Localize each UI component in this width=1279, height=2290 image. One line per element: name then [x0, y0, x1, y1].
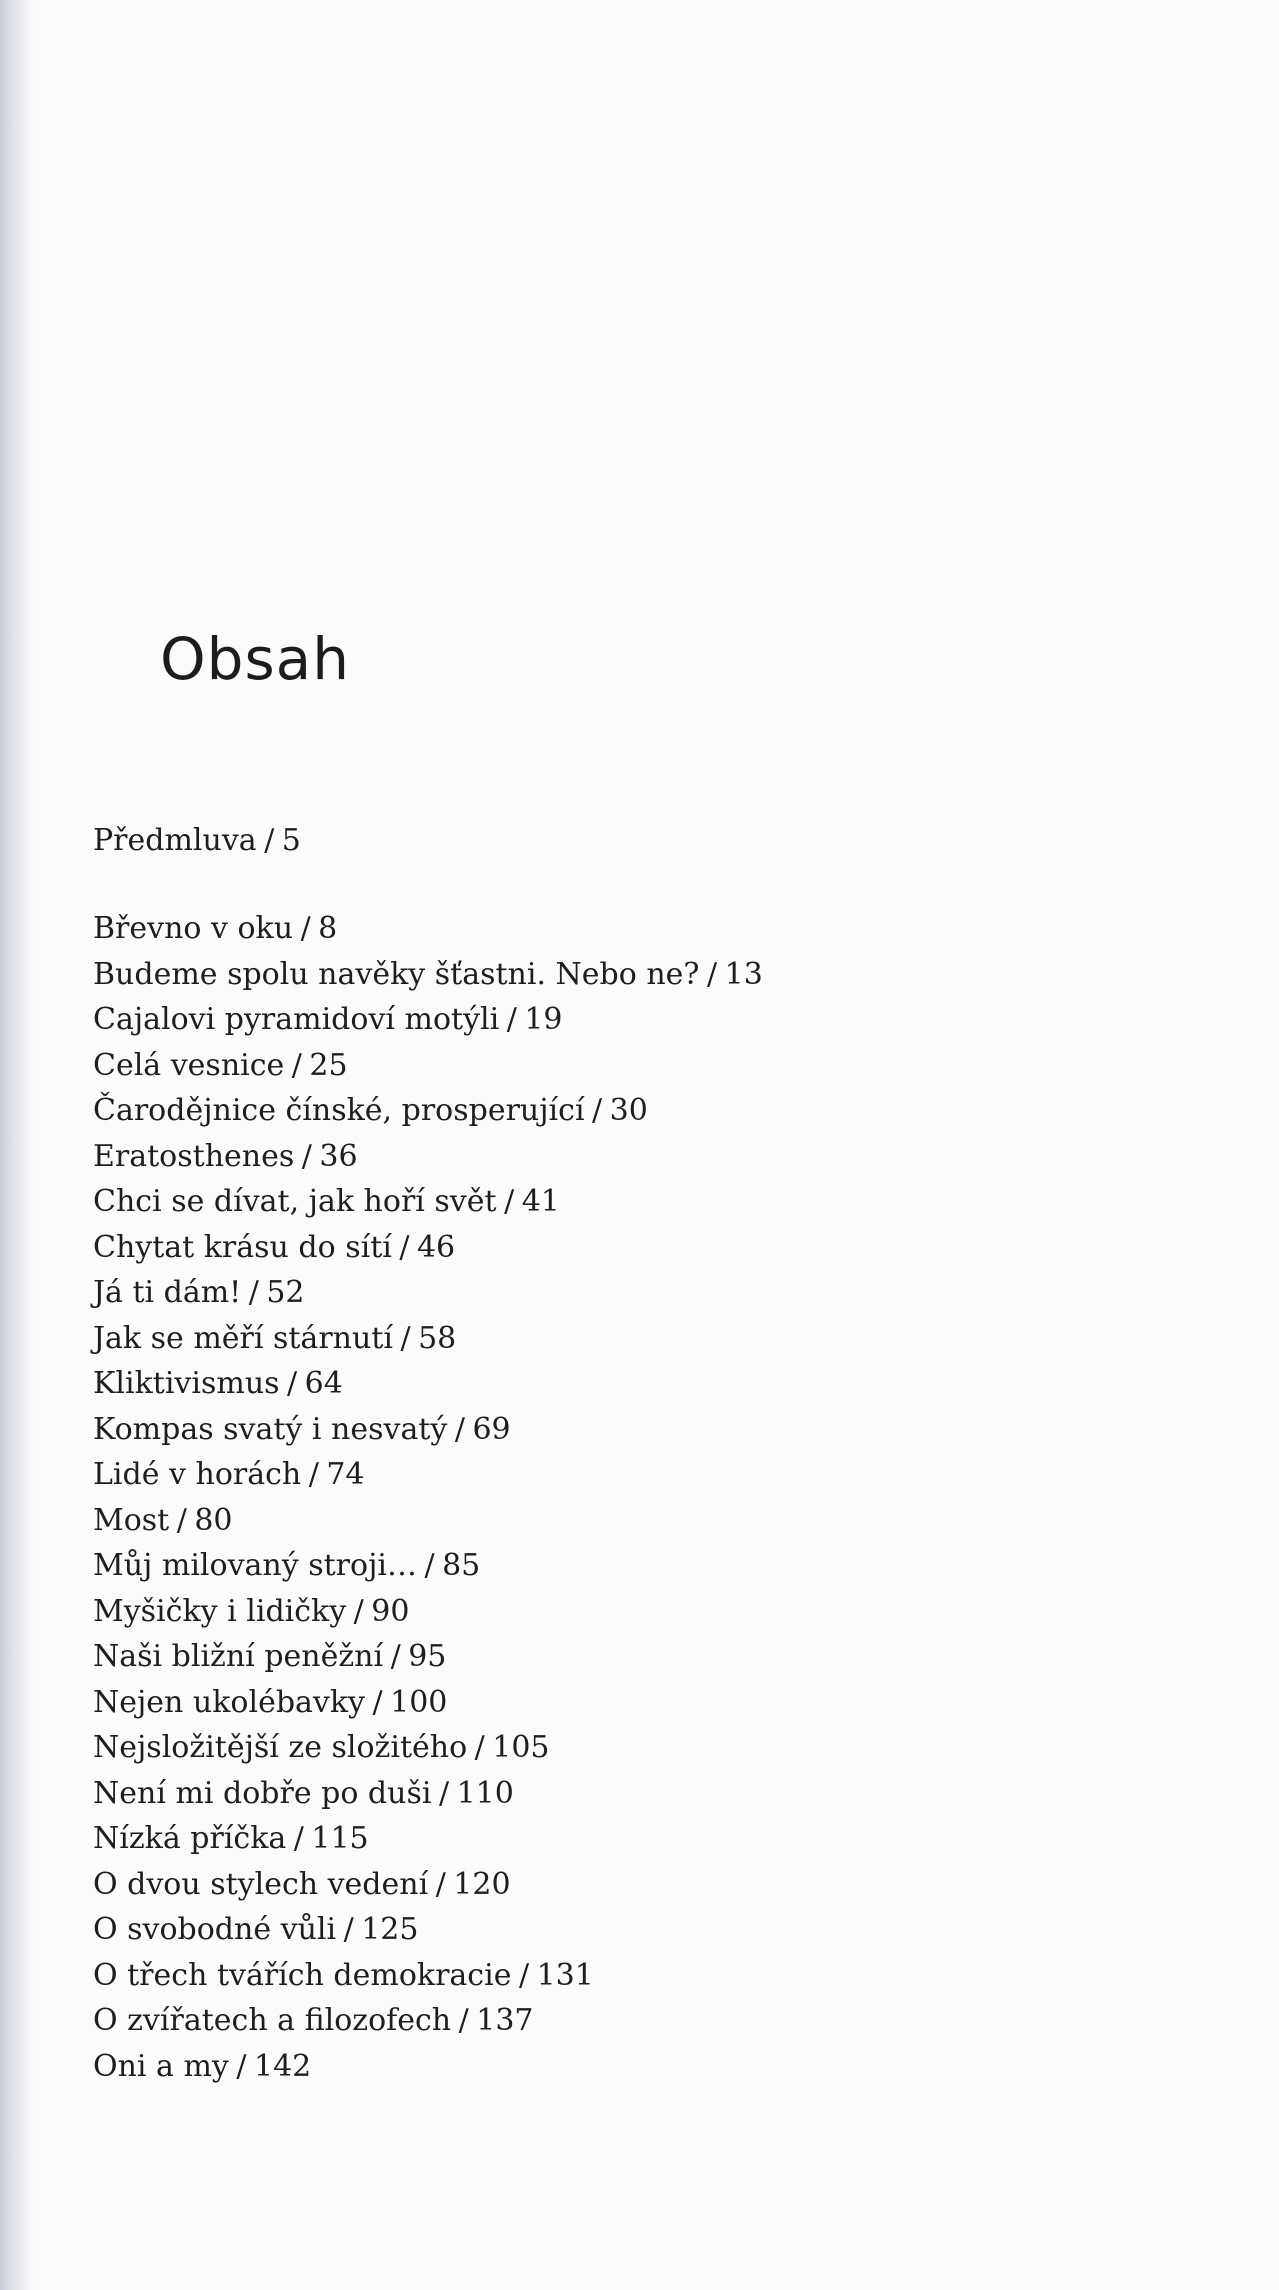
toc-entry-page: 80	[194, 1502, 233, 1538]
toc-entry-title: Čarodějnice čínské, prosperující	[93, 1093, 585, 1128]
toc-entry-page: 125	[361, 1912, 419, 1947]
toc-separator: /	[504, 1184, 515, 1219]
toc-entry	[93, 1907, 763, 1953]
toc-separator: /	[236, 2048, 247, 2084]
toc-separator: /	[293, 1821, 304, 1856]
toc-entry-preface	[93, 818, 301, 864]
toc-entry-title: Eratosthenes	[93, 1138, 295, 1174]
toc-entry	[93, 1043, 763, 1089]
toc-entry-title: Můj milovaný stroji…	[93, 1548, 417, 1583]
toc-entry	[93, 1316, 763, 1362]
toc-entry-page: 52	[266, 1275, 305, 1310]
toc-entry-page: 100	[390, 1684, 448, 1720]
toc-entry-page: 41	[521, 1184, 560, 1219]
toc-entry-title: Myšičky i lidičky	[93, 1593, 347, 1629]
toc-entry-title: Předmluva	[93, 823, 257, 858]
toc-entry	[93, 1407, 763, 1453]
toc-separator: /	[343, 1912, 354, 1947]
toc-separator: /	[372, 1684, 383, 1720]
toc-entry-page: 142	[253, 2048, 312, 2084]
toc-entry-title: Naši bližní peněžní	[93, 1639, 384, 1674]
toc-entry-page: 58	[418, 1320, 457, 1356]
toc-separator: /	[300, 911, 311, 946]
toc-entry-page: 5	[281, 823, 301, 858]
toc-entry-title: Lidé v horách	[93, 1457, 302, 1492]
toc-entry	[93, 952, 763, 998]
toc-entry-title: Oni a my	[93, 2048, 229, 2084]
page-title: Obsah	[160, 625, 350, 693]
toc-entry-page: 120	[453, 1866, 511, 1902]
toc-entry-title: Budeme spolu navěky šťastni. Nebo ne?	[93, 956, 700, 992]
toc-entry-page: 131	[536, 1957, 594, 1993]
toc-separator: /	[176, 1502, 187, 1538]
toc-entry-title: O zvířatech a filozofech	[93, 2003, 452, 2038]
toc-entry	[93, 997, 763, 1043]
toc-separator: /	[264, 823, 275, 858]
toc-entry-page: 25	[309, 1047, 348, 1083]
toc-entry	[93, 1134, 763, 1180]
toc-entry-title: Jak se měří stárnutí	[93, 1320, 393, 1356]
toc-entry	[93, 1498, 763, 1544]
toc-entry	[93, 1270, 763, 1316]
toc-entry-title: Já ti dám!	[93, 1275, 242, 1310]
toc-separator: /	[506, 1002, 517, 1037]
toc-entry	[93, 1589, 763, 1635]
toc-entry	[93, 1543, 763, 1589]
toc-entry-page: 36	[319, 1138, 358, 1174]
toc-entry-page: 137	[476, 2003, 534, 2038]
toc-entry	[93, 1998, 763, 2044]
toc-separator: /	[287, 1366, 298, 1401]
toc-entry-page: 90	[371, 1593, 410, 1629]
toc-entry	[93, 906, 763, 952]
toc-entry-page: 85	[442, 1548, 481, 1583]
toc-separator: /	[707, 956, 718, 992]
toc-entry-page: 110	[456, 1775, 514, 1811]
toc-entry-page: 8	[318, 911, 338, 946]
toc-separator: /	[592, 1093, 603, 1128]
toc-separator: /	[308, 1457, 319, 1492]
toc-entry-title: Nejen ukolébavky	[93, 1684, 365, 1720]
toc-entry	[93, 1179, 763, 1225]
toc-separator: /	[458, 2003, 469, 2038]
toc-entry-page: 30	[609, 1093, 648, 1128]
toc-entry-title: Kliktivismus	[93, 1366, 280, 1401]
toc-separator: /	[248, 1275, 259, 1310]
toc-entry-title: Nejsložitější ze složitého	[93, 1730, 468, 1765]
toc-entry-page: 19	[524, 1002, 563, 1037]
toc-entry	[93, 2044, 763, 2090]
toc-entry-page: 69	[472, 1411, 511, 1447]
toc-separator: /	[301, 1138, 312, 1174]
toc-entry	[93, 1816, 763, 1862]
toc-entry-title: Břevno v oku	[93, 911, 294, 946]
toc-entry	[93, 1634, 763, 1680]
toc-entry-title: O třech tvářích demokracie	[93, 1957, 512, 1993]
toc-entry-title: Celá vesnice	[93, 1047, 285, 1083]
toc-entry	[93, 1680, 763, 1726]
toc-entry-title: Není mi dobře po duši	[93, 1775, 432, 1811]
toc-entry-title: Most	[93, 1502, 170, 1538]
toc-entry	[93, 1862, 763, 1908]
toc-separator: /	[424, 1548, 435, 1583]
toc-entry-title: Nízká příčka	[93, 1821, 287, 1856]
toc-separator: /	[353, 1593, 364, 1629]
toc-entry	[93, 1225, 763, 1271]
toc-separator: /	[399, 1229, 410, 1265]
toc-entry	[93, 1771, 763, 1817]
toc-separator: /	[474, 1730, 485, 1765]
toc-entry	[93, 1725, 763, 1771]
toc-separator: /	[435, 1866, 446, 1902]
toc-entry	[93, 1953, 763, 1999]
toc-entry-page: 115	[311, 1821, 369, 1856]
toc-entry-title: Cajalovi pyramidoví motýli	[93, 1002, 500, 1037]
toc-entry-title: Chytat krásu do sítí	[93, 1229, 392, 1265]
toc-entry-page: 46	[416, 1229, 456, 1265]
toc-separator: /	[400, 1320, 411, 1356]
toc-entry	[93, 1452, 763, 1498]
toc-separator: /	[390, 1639, 401, 1674]
toc-entry-page: 105	[492, 1730, 550, 1765]
toc-separator: /	[291, 1047, 302, 1083]
toc-entry-page: 74	[326, 1457, 365, 1492]
toc-entry	[93, 1088, 763, 1134]
toc-entry-page: 64	[304, 1366, 343, 1401]
toc-entry	[93, 1361, 763, 1407]
toc-entry-title: O dvou stylech vedení	[93, 1866, 429, 1902]
toc-separator: /	[454, 1411, 465, 1447]
toc-entry-page: 13	[724, 956, 763, 992]
page-binding-shadow	[0, 0, 34, 2290]
toc-separator: /	[518, 1957, 530, 1993]
toc-entry-title: Kompas svatý i nesvatý	[93, 1411, 448, 1447]
table-of-contents	[93, 906, 763, 2089]
toc-entry-page: 95	[408, 1639, 447, 1674]
toc-separator: /	[438, 1775, 450, 1811]
toc-entry-title: O svobodné vůli	[93, 1912, 337, 1947]
toc-entry-title: Chci se dívat, jak hoří svět	[93, 1184, 497, 1219]
